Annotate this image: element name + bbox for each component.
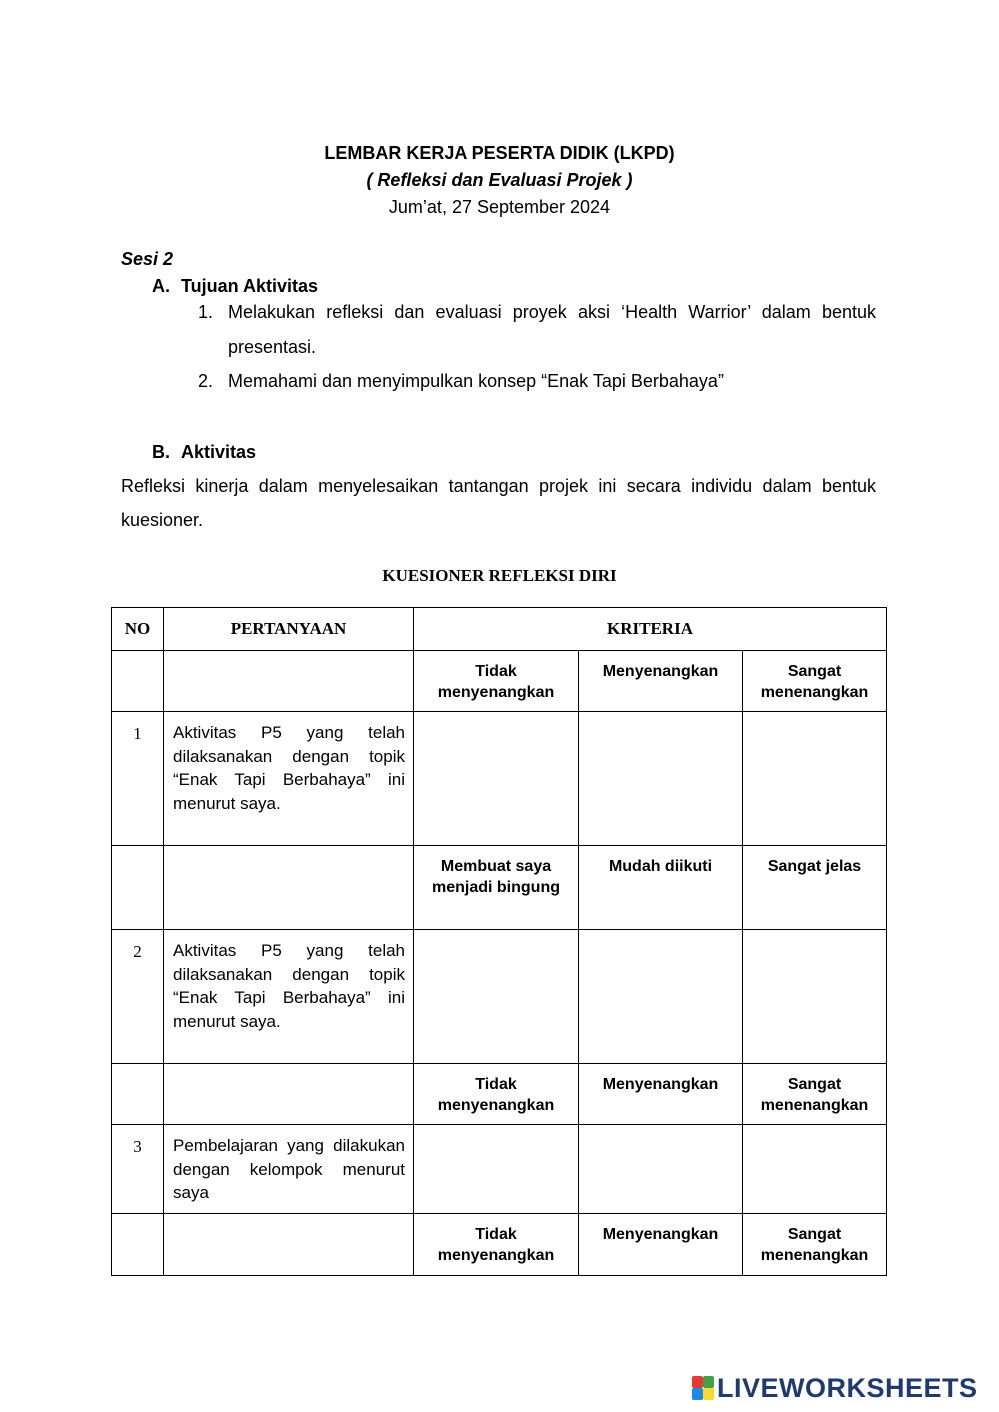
questionnaire-title: KUESIONER REFLEKSI DIRI	[382, 566, 617, 585]
logo-square-icon	[692, 1388, 703, 1400]
empty-cell	[112, 1064, 164, 1125]
activity-paragraph: Refleksi kinerja dalam menyelesaikan tantangan projek ini secara individu dalam bentuk kuesioner.	[121, 476, 876, 530]
header-question: PERTANYAAN	[164, 608, 414, 651]
criteria-options-row	[112, 1214, 887, 1276]
criteria-option[interactable]: Tidak menyenangkan	[414, 1214, 579, 1276]
criteria-options-row	[112, 846, 887, 930]
question-text: Aktivitas P5 yang telah dilaksanakan dengan topik “Enak Tapi Berbahaya” ini menurut saya.	[164, 930, 414, 1064]
criteria-option[interactable]: Sangat menenangkan	[743, 1064, 887, 1125]
logo-text: LIVEWORKSHEETS	[717, 1372, 978, 1403]
worksheet-title: LEMBAR KERJA PESERTA DIDIK (LKPD)	[324, 143, 675, 163]
criteria-option[interactable]: Tidak menyenangkan	[414, 651, 579, 712]
question-number: 3	[112, 1125, 164, 1214]
objective-number: 1.	[198, 302, 214, 322]
answer-cell[interactable]	[579, 930, 743, 1064]
criteria-option[interactable]: Menyenangkan	[579, 651, 743, 712]
question-row	[112, 712, 887, 846]
logo-square-icon	[703, 1388, 714, 1400]
empty-cell	[164, 1214, 414, 1276]
session-label: Sesi 2	[121, 249, 174, 269]
answer-cell[interactable]	[579, 712, 743, 846]
worksheet-date: Jum’at, 27 September 2024	[388, 197, 611, 217]
question-text: Pembelajaran yang dilakukan dengan kelompok menurut saya	[164, 1125, 414, 1214]
section-b-title: Aktivitas	[181, 442, 257, 462]
criteria-option[interactable]: Tidak menyenangkan	[414, 1064, 579, 1125]
section-a-letter: A.	[152, 276, 170, 296]
question-row	[112, 1125, 887, 1214]
answer-cell[interactable]	[414, 930, 579, 1064]
question-row	[112, 930, 887, 1064]
criteria-options-row	[112, 651, 887, 712]
section-b-letter: B.	[152, 442, 170, 462]
question-number: 1	[112, 712, 164, 846]
criteria-option[interactable]: Menyenangkan	[579, 1064, 743, 1125]
empty-cell	[164, 846, 414, 930]
section-a-title: Tujuan Aktivitas	[181, 276, 319, 296]
answer-cell[interactable]	[414, 1125, 579, 1214]
logo-square-icon	[703, 1376, 714, 1388]
answer-cell[interactable]	[414, 712, 579, 846]
table-header-row	[112, 608, 887, 651]
logo-square-icon	[692, 1376, 703, 1388]
objective-item	[198, 295, 876, 365]
empty-cell	[112, 1214, 164, 1276]
criteria-options-row	[112, 1064, 887, 1125]
criteria-option[interactable]: Menyenangkan	[579, 1214, 743, 1276]
worksheet-subtitle: ( Refleksi dan Evaluasi Projek )	[366, 170, 633, 190]
answer-cell[interactable]	[743, 1125, 887, 1214]
header-criteria: KRITERIA	[414, 608, 887, 651]
section-a-heading	[152, 276, 318, 297]
criteria-option[interactable]: Sangat jelas	[743, 846, 887, 930]
empty-cell	[112, 846, 164, 930]
section-b-heading	[152, 442, 256, 463]
answer-cell[interactable]	[743, 930, 887, 1064]
liveworksheets-logo	[692, 1372, 978, 1404]
objective-text: Memahami dan menyimpulkan konsep “Enak Tapi Berbahaya”	[228, 371, 724, 391]
objective-item	[198, 364, 876, 399]
liveworksheets-logo-icon	[692, 1376, 714, 1400]
empty-cell	[164, 651, 414, 712]
criteria-option[interactable]: Mudah diikuti	[579, 846, 743, 930]
criteria-option[interactable]: Sangat menenangkan	[743, 1214, 887, 1276]
question-number: 2	[112, 930, 164, 1064]
empty-cell	[112, 651, 164, 712]
question-text: Aktivitas P5 yang telah dilaksanakan dengan topik “Enak Tapi Berbahaya” ini menurut saya.	[164, 712, 414, 846]
questionnaire-table	[111, 607, 887, 1276]
header-no: NO	[112, 608, 164, 651]
objective-text: Melakukan refleksi dan evaluasi proyek aksi ‘Health Warrior’ dalam bentuk presentasi.	[228, 302, 876, 357]
answer-cell[interactable]	[579, 1125, 743, 1214]
criteria-option[interactable]: Membuat saya menjadi bingung	[414, 846, 579, 930]
answer-cell[interactable]	[743, 712, 887, 846]
criteria-option[interactable]: Sangat menenangkan	[743, 651, 887, 712]
empty-cell	[164, 1064, 414, 1125]
objective-number: 2.	[198, 371, 214, 391]
